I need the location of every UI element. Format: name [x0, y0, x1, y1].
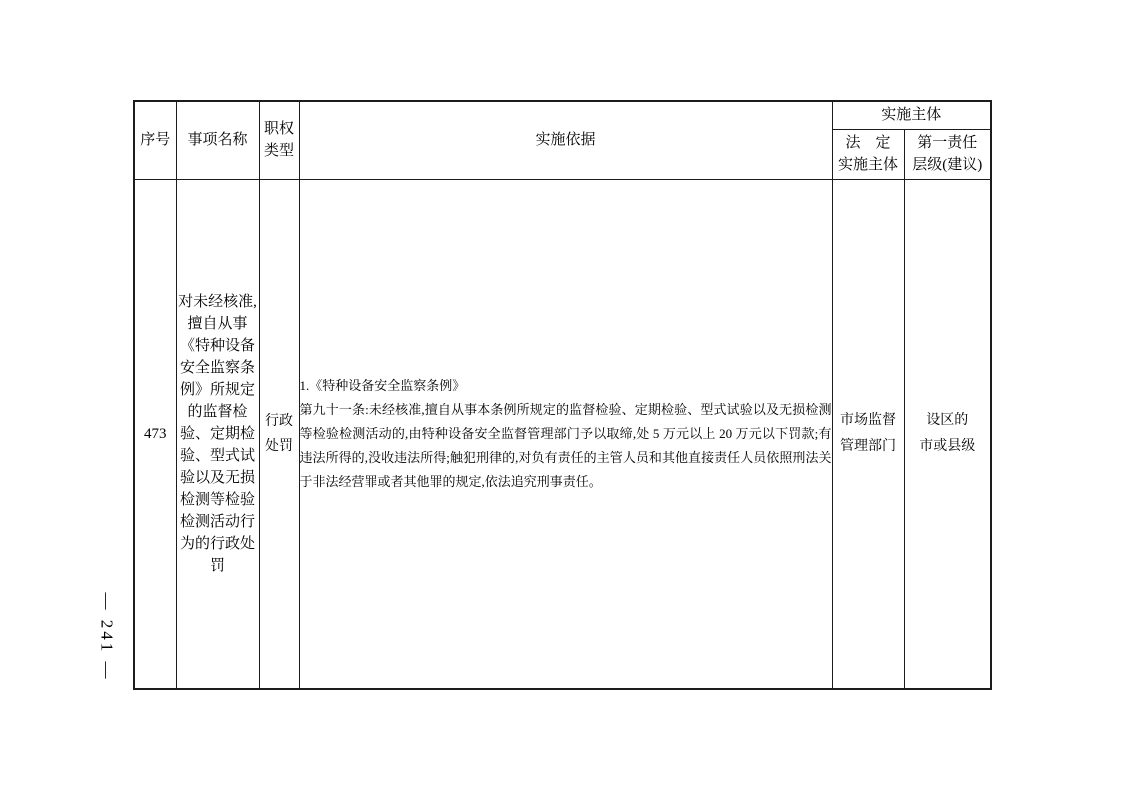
- cell-legal-subject: [832, 179, 904, 689]
- header-row-top: [134, 101, 991, 129]
- header-subject-group: 实施主体: [832, 101, 991, 129]
- header-power-type-line1: 职权: [263, 121, 294, 138]
- table-row: [134, 179, 991, 689]
- matters-table: [133, 100, 992, 690]
- header-legal-subject: [832, 129, 904, 179]
- header-power-type: [259, 101, 299, 179]
- cell-power-type-line1: 行政: [265, 413, 293, 429]
- header-resp-level-line2: 层级(建议): [912, 157, 983, 173]
- cell-item-name: 对未经核准,擅自从事《特种设备安全监察条例》所规定的监督检验、定期检验、型式试验以及无损检测等检验检测活动行为的行政处罚: [176, 179, 259, 689]
- header-item-name: 事项名称: [176, 101, 259, 179]
- cell-resp-level-line2: 市或县级: [919, 438, 976, 454]
- cell-power-type: [259, 179, 299, 689]
- basis-regulation-title: 1.《特种设备安全监察条例》: [299, 377, 466, 393]
- cell-power-type-line2: 处罚: [265, 438, 293, 454]
- cell-resp-level: [904, 179, 991, 689]
- cell-implementation-basis: [299, 179, 832, 689]
- header-power-type-line2: 类型: [263, 143, 294, 160]
- page-number-text: — 241 —: [97, 592, 116, 682]
- header-resp-level: [904, 129, 991, 179]
- cell-resp-level-line1: 设区的: [926, 412, 969, 428]
- cell-legal-subject-line2: 管理部门: [840, 438, 896, 454]
- basis-article-text: 第九十一条:未经核准,擅自从事本条例所规定的监督检验、定期检验、型式试验以及无损检测等检验检测活动的,由特种设备安全监督管理部门予以取缔,处 5 万元以上 20 万元以下罚款;有违法所得的,没收违法所得;触犯刑律的,对负有责任的主管人员和其他直接责任人员依照刑法关于非法经营罪或者其他罪的规定,依法追究刑事责任。: [299, 401, 832, 489]
- header-basis: 实施依据: [299, 101, 832, 179]
- cell-legal-subject-line1: 市场监督: [840, 412, 896, 428]
- cell-serial-number: 473: [134, 179, 176, 689]
- header-legal-subject-line1: 法 定: [845, 135, 891, 151]
- header-serial: 序号: [134, 101, 176, 179]
- header-legal-subject-line2: 实施主体: [837, 157, 898, 173]
- header-resp-level-line1: 第一责任: [917, 135, 978, 151]
